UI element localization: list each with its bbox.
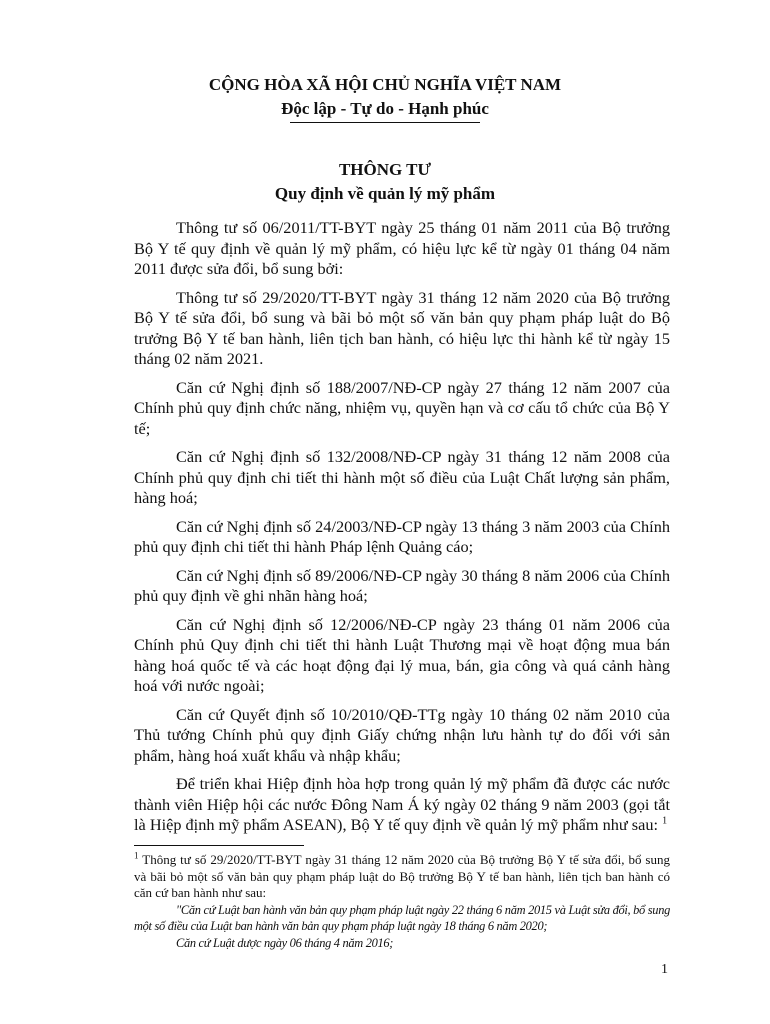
- national-header: [0, 73, 770, 123]
- document-title-block: [0, 158, 770, 206]
- paragraph: Căn cứ Nghị định số 24/2003/NĐ-CP ngày 13 tháng 3 năm 2003 của Chính phủ quy định chi tiết thi hành Pháp lệnh Quảng cáo;: [134, 516, 670, 556]
- document-type: THÔNG TƯ: [338, 160, 432, 179]
- paragraph: Thông tư số 29/2020/TT-BYT ngày 31 tháng 12 năm 2020 của Bộ trưởng Bộ Y tế sửa đổi, bổ sung và bãi bỏ một số văn bản quy phạm pháp luật do Bộ trưởng Bộ Y tế ban hành, liên tịch ban hành, có hiệu lực thi hành kể từ ngày 15 tháng 02 năm 2021.: [134, 287, 670, 368]
- paragraph: Căn cứ Nghị định số 89/2006/NĐ-CP ngày 30 tháng 8 năm 2006 của Chính phủ quy định về ghi nhãn hàng hoá;: [134, 565, 670, 605]
- paragraph-final: [134, 774, 670, 836]
- footnote-marker: 1: [134, 850, 139, 861]
- country-name: CỘNG HÒA XÃ HỘI CHỦ NGHĨA VIỆT NAM: [208, 75, 562, 94]
- paragraph: Căn cứ Nghị định số 12/2006/NĐ-CP ngày 23 tháng 01 năm 2006 của Chính phủ Quy định chi tiết thi hành Luật Thương mại về hoạt động mua bán hàng hoá quốc tế và các hoạt động đại lý mua, bán, gia công và quá cảnh hàng hoá với nước ngoài;: [134, 614, 670, 695]
- footnote-reference[interactable]: 1: [662, 815, 668, 827]
- paragraph: Căn cứ Nghị định số 132/2008/NĐ-CP ngày 31 tháng 12 năm 2008 của Chính phủ quy định chi tiết thi hành một số điều của Luật Chất lượng sản phẩm, hàng hoá;: [134, 447, 670, 507]
- paragraph: Căn cứ Nghị định số 188/2007/NĐ-CP ngày 27 tháng 12 năm 2007 của Chính phủ quy định chức năng, nhiệm vụ, quyền hạn và cơ cấu tổ chức của Bộ Y tế;: [134, 377, 670, 438]
- page-number: 1: [661, 962, 668, 977]
- footnote-separator: [134, 845, 304, 846]
- document-body: [134, 218, 670, 836]
- paragraph-text: Để triển khai Hiệp định hòa hợp trong quản lý mỹ phẩm đã được các nước thành viên Hiệp hội các nước Đông Nam Á ký ngày 02 tháng 9 năm 2003 (gọi tắt là Hiệp định mỹ phẩm ASEAN), Bộ Y tế quy định về quản lý mỹ phẩm như sau:: [134, 774, 670, 834]
- paragraph: Căn cứ Quyết định số 10/2010/QĐ-TTg ngày 10 tháng 02 năm 2010 của Thủ tướng Chính phủ quy định Giấy chứng nhận lưu hành tự do đối với sản phẩm, hàng hoá xuất khẩu và nhập khẩu;: [134, 704, 670, 765]
- footnote-body: Thông tư số 29/2020/TT-BYT ngày 31 tháng 12 năm 2020 của Bộ trưởng Bộ Y tế sửa đổi, bổ sung và bãi bỏ một số văn bản quy phạm pháp luật do Bộ trưởng Bộ Y tế ban hành, liên tịch ban hành có căn cứ ban hành như sau:: [134, 852, 670, 900]
- footnote: [134, 852, 670, 951]
- motto-underline: [290, 122, 480, 123]
- national-motto: Độc lập - Tự do - Hạnh phúc: [281, 99, 489, 118]
- paragraph: Thông tư số 06/2011/TT-BYT ngày 25 tháng 01 năm 2011 của Bộ trưởng Bộ Y tế quy định về quản lý mỹ phẩm, có hiệu lực kể từ ngày 01 tháng 04 năm 2011 được sửa đổi, bổ sung bởi:: [134, 218, 670, 278]
- document-subtitle: Quy định về quản lý mỹ phẩm: [274, 184, 496, 203]
- footnote-quote: "Căn cứ Luật ban hành văn bản quy phạm pháp luật ngày 22 tháng 6 năm 2015 và Luật sửa đổi, bổ sung một số điều của Luật ban hành văn bản quy phạm pháp luật ngày 18 tháng 6 năm 2020;: [134, 902, 670, 933]
- footnote-quote: Căn cứ Luật dược ngày 06 tháng 4 năm 2016;: [176, 935, 394, 950]
- footnote-text: [134, 852, 670, 902]
